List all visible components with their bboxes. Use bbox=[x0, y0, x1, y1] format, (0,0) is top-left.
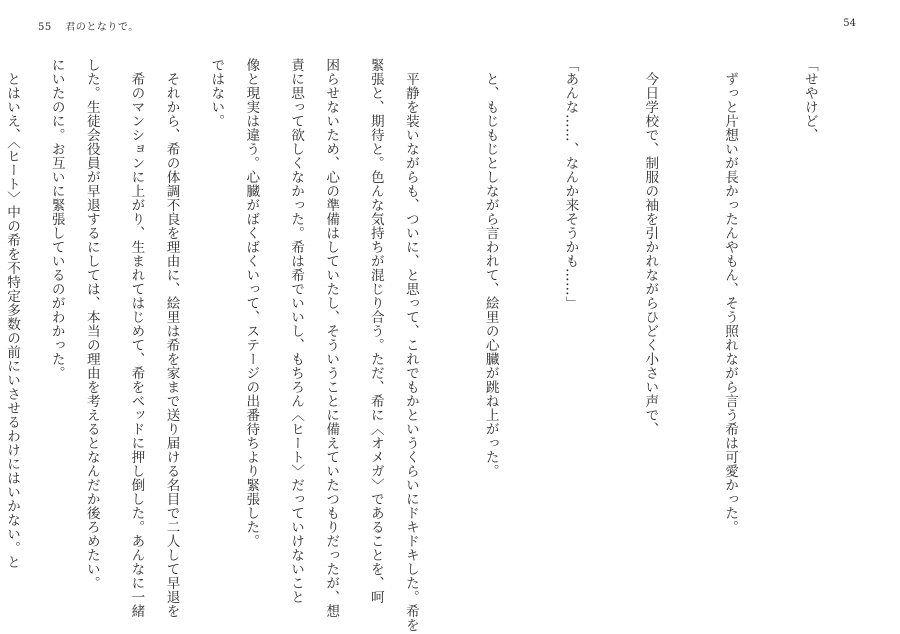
page-number-left: 55 bbox=[38, 22, 52, 33]
text-line: それから、希の体調不良を理由に、絵里は希を家まで送り届ける名目で二人して早退を bbox=[163, 58, 180, 618]
text-line: した。生徒会役員が早退するにしては、本当の理由を考えるとなんだか後ろめたい。 bbox=[83, 58, 100, 590]
running-title: 君のとなりで。 bbox=[65, 22, 139, 33]
text-line: ではない。 bbox=[208, 58, 225, 128]
text-line: にいたのに。お互いに緊張しているのがわかった。 bbox=[48, 58, 65, 380]
text-line: ずっと片想いが長かったんやもん、そう照れながら言う希は可愛かった。 bbox=[722, 58, 739, 534]
text-line: 今日学校で、制服の袖を引かれながらひどく小さい声で、 bbox=[642, 58, 659, 436]
text-line: 「せやけど、 bbox=[801, 58, 818, 142]
page-number-right: 54 bbox=[843, 18, 856, 29]
text-line: と、もじもじとしながら言われて、絵里の心臓が跳ね上がった。 bbox=[482, 58, 499, 478]
left-page-header bbox=[38, 18, 139, 33]
text-line: 希のマンションに上がり、生まれてはじめて、希をベッドに押し倒した。あんなに一緒 bbox=[128, 58, 145, 618]
text-line: 困らせないため、心の準備はしていたし、そういうことに備えていたつもりだったが、想 bbox=[323, 58, 340, 618]
right-page-body-text bbox=[0, 58, 876, 632]
text-line: 緊張と、期待と。色んな気持ちが混じり合う。ただ、希に〈オメガ〉であることを、呵 bbox=[367, 58, 384, 604]
text-line: 平静を装いながらも、ついに、と思って、これでもかというくらいにドキドキした。希を bbox=[402, 58, 419, 632]
text-line: 責に思って欲しくなかった。希は希でいいし、もちろん〈ヒート〉だっていけないこと bbox=[288, 58, 305, 604]
text-line: とはいえ、〈ヒート〉中の希を不特定多数の前にいさせるわけにはいかない。と bbox=[4, 58, 20, 570]
text-line: 「あんな……、なんか来そうかも……」 bbox=[562, 58, 579, 310]
text-line: 像と現実は違う。心臓がばくばくいって、ステージの出番待ちより緊張した。 bbox=[243, 58, 260, 548]
